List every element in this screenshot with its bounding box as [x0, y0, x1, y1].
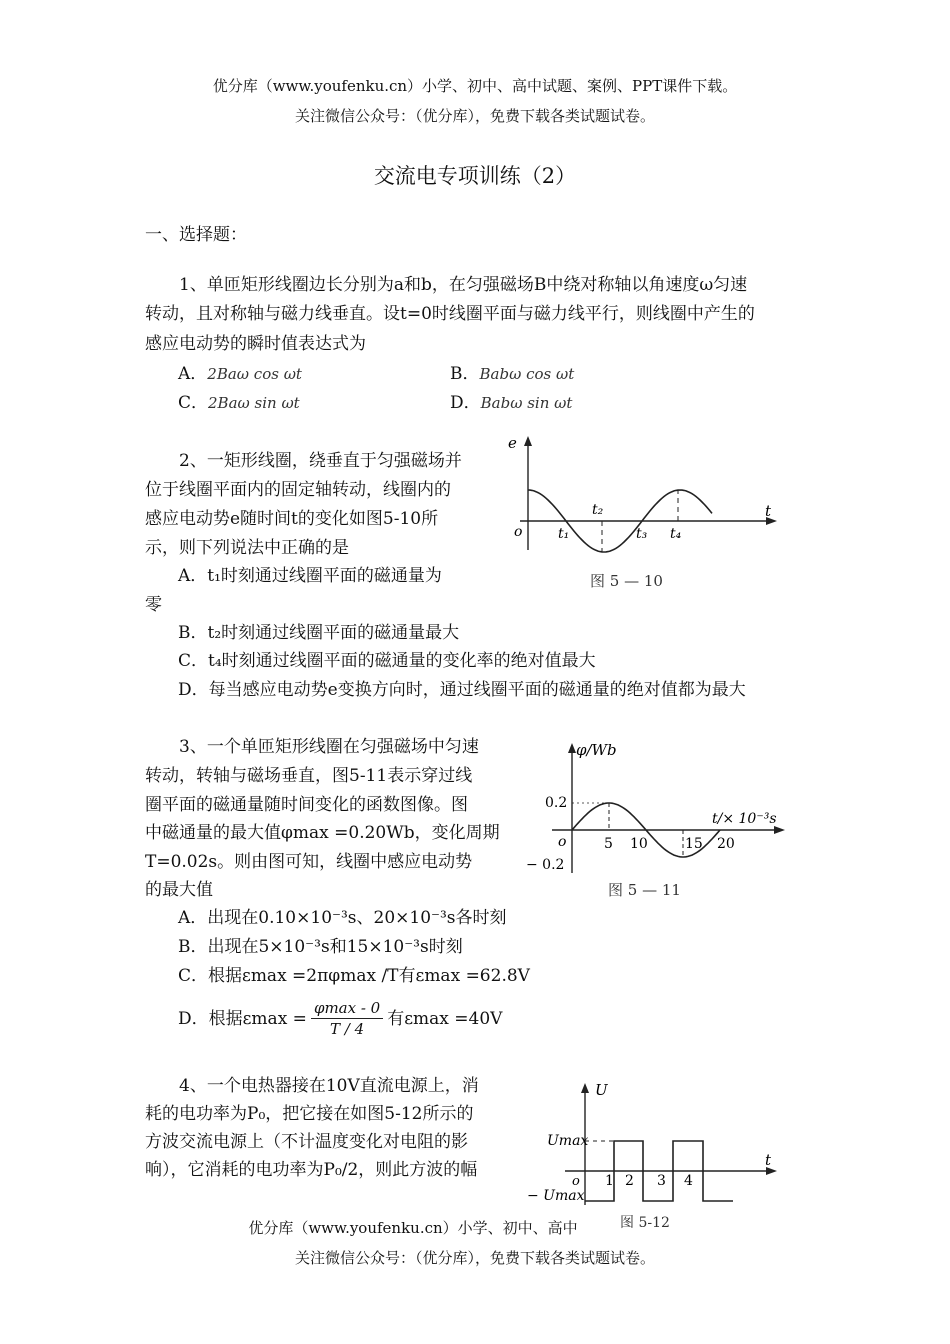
- q3-line-6: 的最大值: [145, 880, 213, 900]
- figure-5-11: [520, 735, 800, 905]
- fig510-y-label: e: [508, 434, 517, 452]
- q2-text-1: 2、一矩形线圈，绕垂直于匀强磁场并: [179, 451, 462, 471]
- fig512-caption: 图 5-12: [620, 1215, 670, 1231]
- q1-option-a-label: A．: [178, 364, 208, 384]
- q1-option-b-text: Babω cos ωt: [479, 365, 575, 383]
- q2-line-4: 示，则下列说法中正确的是: [145, 538, 349, 558]
- fig512-x4: 4: [684, 1173, 693, 1189]
- fig512-neg-umax-label: − Umax: [527, 1188, 585, 1204]
- q1-option-d-label: D．: [450, 393, 481, 413]
- fig510-t3-label: t₃: [636, 526, 648, 542]
- q3-line-2: 转动，转轴与磁场垂直，图5-11表示穿过线: [145, 766, 473, 786]
- q3-option-d: [178, 998, 502, 1039]
- figure-5-10: [500, 430, 790, 595]
- fig511-y-arrow: [568, 743, 576, 753]
- fig511-caption: 图 5 — 11: [608, 881, 681, 899]
- header-line-2: 关注微信公众号：（优分库），免费下载各类试题试卷。: [294, 107, 655, 125]
- fig512-x-label: t: [765, 1151, 772, 1169]
- q1-line-2: 转动，且对称轴与磁力线垂直。设t=0时线圈平面与磁力线平行，则线圈中产生的: [145, 304, 755, 324]
- fig511-y-label: φ/Wb: [576, 741, 617, 759]
- q2-option-a: A．t₁时刻通过线圈平面的磁通量为: [178, 566, 442, 586]
- q1-option-b-label: B．: [450, 364, 480, 384]
- q4-line-4: 响），它消耗的电功率为P₀/2，则此方波的幅: [145, 1160, 478, 1180]
- q3-option-d-post: 有εmax =40V: [387, 1008, 503, 1029]
- fig511-x5: 5: [604, 836, 613, 852]
- fig512-x2: 2: [625, 1173, 634, 1189]
- q3-line-5: T=0.02s。则由图可知，线圈中感应电动势: [145, 852, 473, 872]
- q3-option-d-denominator: T / 4: [330, 1020, 365, 1038]
- fig511-x15: 15: [685, 836, 703, 852]
- q3-option-a: A．出现在0.10×10⁻³s、20×10⁻³s各时刻: [178, 908, 507, 928]
- q1-option-d-text: Babω sin ωt: [480, 394, 573, 412]
- q3-option-d-pre: D．根据εmax =: [178, 1008, 307, 1029]
- page-title: 交流电专项训练（2）: [373, 164, 577, 188]
- fig510-origin: o: [514, 524, 523, 540]
- q4-line-3: 方波交流电源上（不计温度变化对电阻的影: [145, 1132, 468, 1152]
- q3-option-d-numerator: φmax - 0: [311, 998, 383, 1019]
- q4-line-2: 耗的电功率为P₀，把它接在如图5-12所示的: [145, 1104, 474, 1124]
- q1-text-1: 1、单匝矩形线圈边长分别为a和b，在匀强磁场B中绕对称轴以角速度ω匀速: [179, 275, 748, 295]
- footer-line-2: 关注微信公众号：（优分库），免费下载各类试题试卷。: [294, 1249, 655, 1267]
- q1-option-d: [450, 389, 572, 417]
- q3-option-c: C．根据εmax =2πφmax /T有εmax =62.8V: [178, 966, 530, 986]
- fig511-x-arrow: [774, 826, 785, 834]
- q4-line-1: [145, 1072, 479, 1101]
- fig512-umax-label: Umax: [547, 1133, 589, 1149]
- q3-line-4: 中磁通量的最大值φmax =0.20Wb，变化周期: [145, 823, 500, 843]
- fig511-x20: 20: [717, 836, 735, 852]
- fig512-x3: 3: [657, 1173, 666, 1189]
- q1-line-1: [145, 271, 747, 300]
- q1-option-a-text: 2Baω cos ωt: [207, 365, 302, 383]
- q2-option-d: D．每当感应电动势e变换方向时，通过线圈平面的磁通量的绝对值都为最大: [178, 680, 746, 700]
- fig510-x-label: t: [765, 502, 772, 520]
- fig512-y-arrow: [581, 1083, 589, 1093]
- q1-option-b: [450, 360, 574, 388]
- fig510-caption: 图 5 — 10: [590, 572, 663, 590]
- section-heading: 一、选择题：: [145, 225, 247, 245]
- fig511-ytick-neg: − 0.2: [526, 857, 565, 873]
- q3-option-b: B．出现在5×10⁻³s和15×10⁻³s时刻: [178, 937, 463, 957]
- q3-line-3: 圈平面的磁通量随时间变化的函数图像。图: [145, 795, 468, 815]
- fig510-t4-label: t₄: [670, 526, 682, 542]
- fig510-t1-label: t₁: [558, 526, 570, 542]
- q3-option-d-fraction: [311, 998, 383, 1039]
- q3-line-1: [145, 733, 479, 762]
- q2-line-3: 感应电动势e随时间t的变化如图5-10所: [145, 509, 439, 529]
- q1-option-c-label: C．: [178, 393, 209, 413]
- header-line-1: 优分库（www.youfenku.cn）小学、初中、高中试题、案例、PPT课件下载。: [212, 77, 738, 95]
- q2-option-c: C．t₄时刻通过线圈平面的磁通量的变化率的绝对值最大: [178, 651, 596, 671]
- footer-line-1: 优分库（www.youfenku.cn）小学、初中、高中: [248, 1219, 578, 1237]
- fig512-x1: 1: [605, 1173, 614, 1189]
- q1-option-c: [178, 389, 300, 417]
- q2-option-b: B．t₂时刻通过线圈平面的磁通量最大: [178, 623, 460, 643]
- fig511-x-label: t/× 10⁻³s: [712, 811, 777, 827]
- q4-text-1: 4、一个电热器接在10V直流电源上，消: [179, 1076, 479, 1096]
- fig511-x10: 10: [630, 836, 648, 852]
- q1-line-3: 感应电动势的瞬时值表达式为: [145, 334, 366, 354]
- q1-option-c-text: 2Baω sin ωt: [208, 394, 300, 412]
- q3-text-1: 3、一个单匝矩形线圈在匀强磁场中匀速: [179, 737, 479, 757]
- fig510-y-arrow: [524, 436, 532, 446]
- fig512-y-label: U: [595, 1081, 608, 1099]
- fig510-t2-label: t₂: [592, 502, 604, 518]
- q2-line-1: [145, 447, 462, 476]
- fig511-ytick-pos: 0.2: [545, 795, 568, 811]
- figure-5-12: [525, 1075, 790, 1235]
- q2-option-a-cont: 零: [145, 595, 162, 615]
- q2-line-2: 位于线圈平面内的固定轴转动，线圈内的: [145, 480, 451, 500]
- q1-option-a: [178, 360, 302, 388]
- fig512-origin: o: [572, 1174, 580, 1189]
- fig511-origin: o: [558, 834, 567, 850]
